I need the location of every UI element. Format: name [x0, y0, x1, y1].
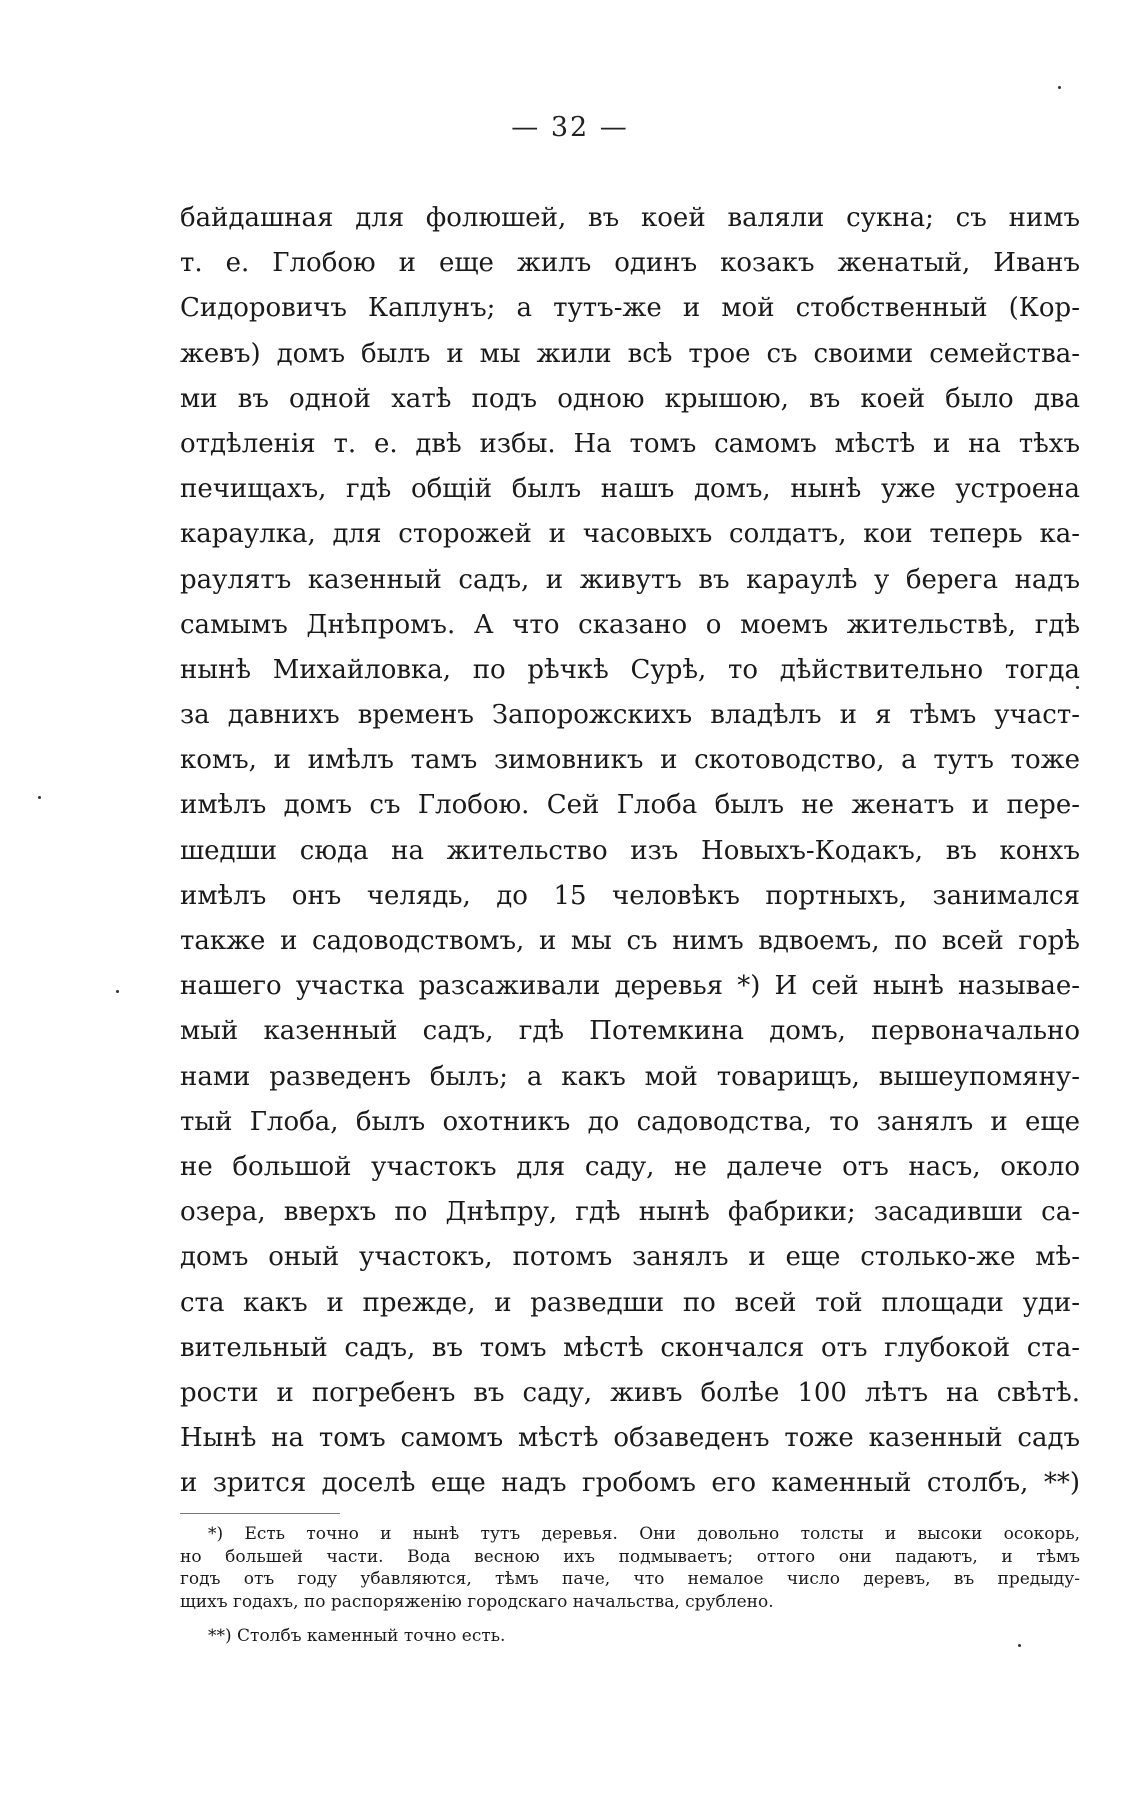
page-number: — 32 —: [511, 112, 629, 143]
footnote-line: годъ отъ году убавляются, тѣмъ паче, что немалое число деревъ, въ предыду-: [180, 1569, 1080, 1590]
scan-speck: [1058, 86, 1061, 89]
text-line: Нынѣ на томъ самомъ мѣстѣ обзаведенъ тоже казенный садъ: [180, 1423, 1080, 1454]
text-line: и зрится доселѣ еще надъ гробомъ его каменный столбъ, **): [180, 1468, 1080, 1499]
text-line: отдѣленія т. е. двѣ избы. На томъ самомъ мѣстѣ и на тѣхъ: [180, 428, 1080, 459]
scan-speck: [116, 990, 119, 993]
scan-speck: [1076, 686, 1079, 689]
text-line: озера, вверхъ по Днѣпру, гдѣ нынѣ фабрики; засадивши са-: [180, 1197, 1080, 1228]
footnote-line: но большей части. Вода весною ихъ подмываетъ; оттого они падаютъ, и тѣмъ: [180, 1546, 1080, 1567]
text-line: комъ, и имѣлъ тамъ зимовникъ и скотоводство, а тутъ тоже: [180, 745, 1080, 776]
text-line: нашего участка разсаживали деревья *) И сей нынѣ называе-: [180, 971, 1080, 1002]
text-line: за давнихъ временъ Запорожскихъ владѣлъ и я тѣмъ участ-: [180, 700, 1080, 731]
text-line: также и садоводствомъ, и мы съ нимъ вдвоемъ, по всей горѣ: [180, 926, 1080, 956]
text-line: домъ оный участокъ, потомъ занялъ и еще столько-же мѣ-: [180, 1242, 1080, 1273]
text-line: ми въ одной хатѣ подъ одною крышою, въ коей было два: [180, 383, 1080, 414]
text-line: печищахъ, гдѣ общій былъ нашъ домъ, нынѣ уже устроена: [180, 474, 1080, 505]
footnote-divider: [180, 1513, 340, 1514]
text-line: т. е. Глобою и еще жилъ одинъ козакъ женатый, Иванъ: [180, 248, 1080, 279]
footnote-line: щихъ годахъ, по распоряженію городскаго начальства, срублено.: [180, 1591, 774, 1612]
text-line: раулятъ казенный садъ, и живутъ въ караулѣ у берега надъ: [180, 564, 1080, 595]
text-line: тый Глоба, былъ охотникъ до садоводства, то занялъ и еще: [180, 1106, 1080, 1137]
text-line: ста какъ и прежде, и разведши по всей той площади уди-: [180, 1287, 1080, 1318]
body-text: [180, 196, 1080, 1506]
text-line: мый казенный садъ, гдѣ Потемкина домъ, первоначально: [180, 1016, 1080, 1047]
text-line: Сидоровичъ Каплунъ; а тутъ-же и мой стобственный (Кор-: [180, 293, 1080, 324]
footnote-second: **) Столбъ каменный точно есть.: [208, 1626, 506, 1647]
scan-speck: [1018, 1644, 1021, 1647]
scan-speck: [38, 796, 41, 799]
text-line: нынѣ Михайловка, по рѣчкѣ Сурѣ, то дѣйствительно тогда: [180, 654, 1080, 685]
text-line: самымъ Днѣпромъ. А что сказано о моемъ жительствѣ, гдѣ: [180, 609, 1080, 640]
text-line: нами разведенъ былъ; а какъ мой товарищъ, вышеупомяну-: [180, 1061, 1080, 1092]
text-line: имѣлъ онъ челядь, до 15 человѣкъ портныхъ, занимался: [180, 880, 1080, 911]
text-line: вительный садъ, въ томъ мѣстѣ скончался отъ глубокой ста-: [180, 1332, 1080, 1363]
footnote-line: *) Есть точно и нынѣ тутъ деревья. Они довольно толсты и высоки осокорь,: [208, 1524, 1080, 1544]
text-line: не большой участокъ для саду, не далече отъ насъ, около: [180, 1151, 1080, 1182]
footnotes: [180, 1523, 1080, 1648]
text-line: жевъ) домъ былъ и мы жили всѣ трое съ своими семейства-: [180, 338, 1080, 369]
text-line: шедши сюда на жительство изъ Новыхъ-Кодакъ, въ конхъ: [180, 835, 1080, 866]
text-line: имѣлъ домъ съ Глобою. Сей Глоба былъ не женатъ и пере-: [180, 790, 1080, 821]
text-line: рости и погребенъ въ саду, живъ болѣе 100 лѣтъ на свѣтѣ.: [180, 1377, 1080, 1408]
text-line: караулка, для сторожей и часовыхъ солдатъ, кои теперь ка-: [180, 519, 1080, 550]
text-line: байдашная для фолюшей, въ коей валяли сукна; съ нимъ: [180, 203, 1080, 233]
